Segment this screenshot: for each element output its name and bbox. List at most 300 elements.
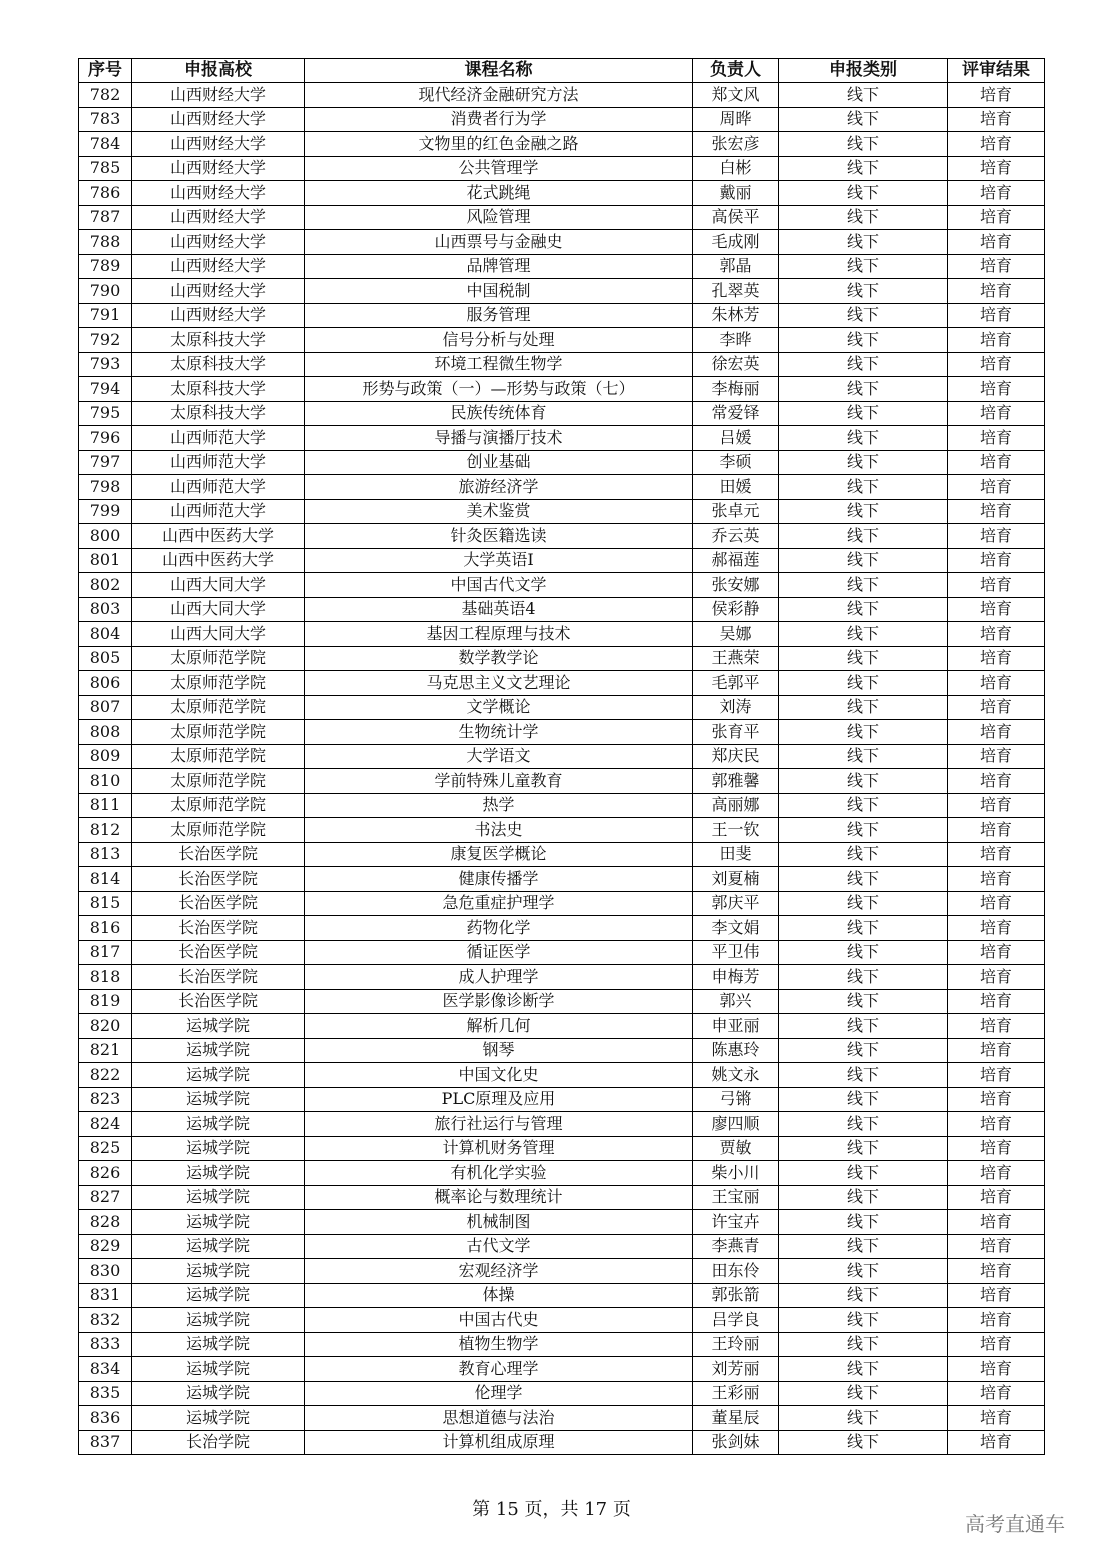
cell-result: 培育 (948, 1430, 1045, 1455)
cell-course-name: 思想道德与法治 (305, 1406, 693, 1431)
cell-course-name: 山西票号与金融史 (305, 230, 693, 255)
table-row (79, 744, 1045, 769)
cell-result: 培育 (948, 1038, 1045, 1063)
cell-category: 线下 (779, 205, 948, 230)
table-row (79, 450, 1045, 475)
cell-index: 816 (79, 916, 132, 941)
cell-result: 培育 (948, 426, 1045, 451)
cell-index: 829 (79, 1234, 132, 1259)
cell-category: 线下 (779, 328, 948, 353)
cell-university: 长治医学院 (132, 867, 305, 892)
cell-result: 培育 (948, 1283, 1045, 1308)
cell-university: 运城学院 (132, 1136, 305, 1161)
cell-index: 782 (79, 83, 132, 108)
cell-university: 长治医学院 (132, 842, 305, 867)
cell-result: 培育 (948, 1259, 1045, 1284)
cell-lead: 吴娜 (693, 622, 779, 647)
cell-lead: 贾敏 (693, 1136, 779, 1161)
cell-course-name: 消费者行为学 (305, 107, 693, 132)
cell-result: 培育 (948, 1308, 1045, 1333)
cell-lead: 王一钦 (693, 818, 779, 843)
cell-result: 培育 (948, 646, 1045, 671)
table-row (79, 1185, 1045, 1210)
cell-result: 培育 (948, 1357, 1045, 1382)
header-index: 序号 (79, 59, 132, 83)
cell-result: 培育 (948, 107, 1045, 132)
cell-lead: 吕学良 (693, 1308, 779, 1333)
cell-lead: 王宝丽 (693, 1185, 779, 1210)
cell-index: 789 (79, 254, 132, 279)
cell-university: 太原科技大学 (132, 377, 305, 402)
cell-result: 培育 (948, 524, 1045, 549)
cell-category: 线下 (779, 965, 948, 990)
table-row (79, 254, 1045, 279)
cell-category: 线下 (779, 352, 948, 377)
cell-course-name: 健康传播学 (305, 867, 693, 892)
cell-course-name: 旅行社运行与管理 (305, 1112, 693, 1137)
cell-lead: 郝福莲 (693, 548, 779, 573)
cell-university: 运城学院 (132, 1063, 305, 1088)
cell-lead: 柴小川 (693, 1161, 779, 1186)
cell-lead: 董星辰 (693, 1406, 779, 1431)
cell-result: 培育 (948, 1234, 1045, 1259)
cell-index: 813 (79, 842, 132, 867)
cell-result: 培育 (948, 279, 1045, 304)
table-row (79, 671, 1045, 696)
table-row (79, 279, 1045, 304)
cell-index: 832 (79, 1308, 132, 1333)
table-row (79, 573, 1045, 598)
cell-category: 线下 (779, 1136, 948, 1161)
cell-result: 培育 (948, 597, 1045, 622)
cell-category: 线下 (779, 793, 948, 818)
cell-university: 运城学院 (132, 1357, 305, 1382)
cell-index: 823 (79, 1087, 132, 1112)
table-row (79, 475, 1045, 500)
cell-lead: 许宝卉 (693, 1210, 779, 1235)
cell-category: 线下 (779, 156, 948, 181)
cell-course-name: 急危重症护理学 (305, 891, 693, 916)
cell-result: 培育 (948, 1210, 1045, 1235)
cell-category: 线下 (779, 1161, 948, 1186)
table-row (79, 524, 1045, 549)
cell-lead: 刘夏楠 (693, 867, 779, 892)
cell-course-name: 文学概论 (305, 695, 693, 720)
cell-result: 培育 (948, 303, 1045, 328)
cell-university: 山西中医药大学 (132, 548, 305, 573)
cell-index: 824 (79, 1112, 132, 1137)
table-row (79, 1087, 1045, 1112)
cell-lead: 张卓元 (693, 499, 779, 524)
cell-university: 长治医学院 (132, 891, 305, 916)
table-row (79, 842, 1045, 867)
cell-university: 太原师范学院 (132, 744, 305, 769)
cell-result: 培育 (948, 205, 1045, 230)
cell-result: 培育 (948, 1087, 1045, 1112)
cell-result: 培育 (948, 1136, 1045, 1161)
cell-index: 837 (79, 1430, 132, 1455)
cell-course-name: 公共管理学 (305, 156, 693, 181)
cell-lead: 张育平 (693, 720, 779, 745)
cell-university: 山西中医药大学 (132, 524, 305, 549)
table-row (79, 1430, 1045, 1455)
cell-index: 804 (79, 622, 132, 647)
cell-result: 培育 (948, 573, 1045, 598)
cell-category: 线下 (779, 1430, 948, 1455)
cell-result: 培育 (948, 1406, 1045, 1431)
cell-lead: 高侯平 (693, 205, 779, 230)
cell-university: 山西大同大学 (132, 573, 305, 598)
cell-category: 线下 (779, 230, 948, 255)
cell-course-name: 文物里的红色金融之路 (305, 132, 693, 157)
cell-category: 线下 (779, 1332, 948, 1357)
cell-category: 线下 (779, 1234, 948, 1259)
cell-result: 培育 (948, 916, 1045, 941)
cell-course-name: 品牌管理 (305, 254, 693, 279)
cell-category: 线下 (779, 720, 948, 745)
table-row (79, 793, 1045, 818)
cell-course-name: 康复医学概论 (305, 842, 693, 867)
cell-lead: 孔翠英 (693, 279, 779, 304)
cell-university: 长治医学院 (132, 940, 305, 965)
cell-lead: 毛成刚 (693, 230, 779, 255)
cell-category: 线下 (779, 1406, 948, 1431)
cell-category: 线下 (779, 1112, 948, 1137)
cell-index: 833 (79, 1332, 132, 1357)
cell-course-name: 计算机财务管理 (305, 1136, 693, 1161)
table-row (79, 156, 1045, 181)
cell-index: 836 (79, 1406, 132, 1431)
cell-index: 792 (79, 328, 132, 353)
cell-category: 线下 (779, 671, 948, 696)
cell-index: 790 (79, 279, 132, 304)
cell-result: 培育 (948, 1063, 1045, 1088)
cell-result: 培育 (948, 744, 1045, 769)
cell-university: 太原科技大学 (132, 401, 305, 426)
cell-category: 线下 (779, 1063, 948, 1088)
cell-university: 长治医学院 (132, 989, 305, 1014)
cell-result: 培育 (948, 377, 1045, 402)
cell-course-name: 成人护理学 (305, 965, 693, 990)
cell-course-name: 形势与政策（一）—形势与政策（七） (305, 377, 693, 402)
cell-index: 802 (79, 573, 132, 598)
cell-result: 培育 (948, 867, 1045, 892)
cell-university: 太原科技大学 (132, 328, 305, 353)
cell-university: 运城学院 (132, 1210, 305, 1235)
cell-lead: 李晔 (693, 328, 779, 353)
table-row (79, 818, 1045, 843)
cell-university: 运城学院 (132, 1259, 305, 1284)
cell-category: 线下 (779, 769, 948, 794)
cell-index: 821 (79, 1038, 132, 1063)
cell-course-name: 计算机组成原理 (305, 1430, 693, 1455)
cell-university: 太原师范学院 (132, 769, 305, 794)
cell-index: 799 (79, 499, 132, 524)
table-body (79, 83, 1045, 1455)
cell-lead: 郭庆平 (693, 891, 779, 916)
cell-course-name: 基因工程原理与技术 (305, 622, 693, 647)
cell-category: 线下 (779, 1357, 948, 1382)
cell-course-name: 有机化学实验 (305, 1161, 693, 1186)
cell-university: 运城学院 (132, 1283, 305, 1308)
cell-index: 827 (79, 1185, 132, 1210)
cell-category: 线下 (779, 499, 948, 524)
cell-result: 培育 (948, 695, 1045, 720)
cell-course-name: 医学影像诊断学 (305, 989, 693, 1014)
cell-index: 828 (79, 1210, 132, 1235)
cell-university: 山西财经大学 (132, 303, 305, 328)
header-lead: 负责人 (693, 59, 779, 83)
cell-course-name: 针灸医籍选读 (305, 524, 693, 549)
cell-university: 运城学院 (132, 1308, 305, 1333)
cell-category: 线下 (779, 548, 948, 573)
cell-course-name: 马克思主义文艺理论 (305, 671, 693, 696)
table-row (79, 230, 1045, 255)
cell-course-name: 中国古代文学 (305, 573, 693, 598)
cell-result: 培育 (948, 989, 1045, 1014)
cell-lead: 王玲丽 (693, 1332, 779, 1357)
cell-index: 800 (79, 524, 132, 549)
table-row (79, 352, 1045, 377)
cell-lead: 田东伶 (693, 1259, 779, 1284)
cell-course-name: 导播与演播厅技术 (305, 426, 693, 451)
cell-university: 运城学院 (132, 1161, 305, 1186)
cell-lead: 姚文永 (693, 1063, 779, 1088)
cell-lead: 田媛 (693, 475, 779, 500)
cell-category: 线下 (779, 181, 948, 206)
cell-index: 822 (79, 1063, 132, 1088)
cell-category: 线下 (779, 377, 948, 402)
cell-category: 线下 (779, 1308, 948, 1333)
course-table (78, 58, 1045, 1455)
table-row (79, 597, 1045, 622)
cell-course-name: 概率论与数理统计 (305, 1185, 693, 1210)
cell-index: 788 (79, 230, 132, 255)
cell-result: 培育 (948, 230, 1045, 255)
cell-result: 培育 (948, 842, 1045, 867)
cell-course-name: 信号分析与处理 (305, 328, 693, 353)
cell-lead: 李文娟 (693, 916, 779, 941)
table-row (79, 1381, 1045, 1406)
cell-university: 太原师范学院 (132, 671, 305, 696)
cell-result: 培育 (948, 671, 1045, 696)
cell-course-name: 服务管理 (305, 303, 693, 328)
cell-category: 线下 (779, 1210, 948, 1235)
cell-course-name: 生物统计学 (305, 720, 693, 745)
cell-course-name: 药物化学 (305, 916, 693, 941)
table-row (79, 1136, 1045, 1161)
table-row (79, 940, 1045, 965)
cell-category: 线下 (779, 867, 948, 892)
cell-index: 786 (79, 181, 132, 206)
cell-result: 培育 (948, 1381, 1045, 1406)
cell-lead: 郭张箭 (693, 1283, 779, 1308)
table-row (79, 205, 1045, 230)
table-row (79, 695, 1045, 720)
cell-course-name: 中国税制 (305, 279, 693, 304)
cell-result: 培育 (948, 450, 1045, 475)
cell-result: 培育 (948, 83, 1045, 108)
cell-index: 810 (79, 769, 132, 794)
cell-lead: 李梅丽 (693, 377, 779, 402)
cell-lead: 毛郭平 (693, 671, 779, 696)
cell-index: 819 (79, 989, 132, 1014)
cell-university: 山西财经大学 (132, 132, 305, 157)
cell-university: 运城学院 (132, 1381, 305, 1406)
cell-university: 太原科技大学 (132, 352, 305, 377)
cell-result: 培育 (948, 1161, 1045, 1186)
cell-course-name: 机械制图 (305, 1210, 693, 1235)
cell-category: 线下 (779, 450, 948, 475)
cell-course-name: 旅游经济学 (305, 475, 693, 500)
header-university: 申报高校 (132, 59, 305, 83)
cell-result: 培育 (948, 254, 1045, 279)
cell-index: 825 (79, 1136, 132, 1161)
cell-course-name: 解析几何 (305, 1014, 693, 1039)
cell-index: 809 (79, 744, 132, 769)
cell-lead: 王彩丽 (693, 1381, 779, 1406)
cell-university: 山西财经大学 (132, 205, 305, 230)
cell-lead: 戴丽 (693, 181, 779, 206)
cell-lead: 张剑妹 (693, 1430, 779, 1455)
cell-course-name: 书法史 (305, 818, 693, 843)
cell-course-name: 风险管理 (305, 205, 693, 230)
cell-lead: 乔云英 (693, 524, 779, 549)
watermark: 高考直通车 (965, 1512, 1065, 1536)
cell-result: 培育 (948, 940, 1045, 965)
cell-index: 803 (79, 597, 132, 622)
cell-index: 835 (79, 1381, 132, 1406)
cell-category: 线下 (779, 622, 948, 647)
cell-category: 线下 (779, 1038, 948, 1063)
cell-category: 线下 (779, 940, 948, 965)
cell-result: 培育 (948, 1014, 1045, 1039)
table-row (79, 769, 1045, 794)
cell-course-name: 环境工程微生物学 (305, 352, 693, 377)
cell-course-name: 体操 (305, 1283, 693, 1308)
cell-result: 培育 (948, 622, 1045, 647)
cell-course-name: 植物生物学 (305, 1332, 693, 1357)
cell-index: 791 (79, 303, 132, 328)
cell-result: 培育 (948, 328, 1045, 353)
table-row (79, 377, 1045, 402)
table-row (79, 1112, 1045, 1137)
table-row (79, 499, 1045, 524)
cell-course-name: 民族传统体育 (305, 401, 693, 426)
cell-index: 812 (79, 818, 132, 843)
cell-university: 长治医学院 (132, 916, 305, 941)
cell-lead: 吕媛 (693, 426, 779, 451)
cell-university: 山西师范大学 (132, 475, 305, 500)
cell-category: 线下 (779, 1087, 948, 1112)
cell-university: 长治医学院 (132, 965, 305, 990)
cell-category: 线下 (779, 475, 948, 500)
cell-university: 山西大同大学 (132, 597, 305, 622)
cell-result: 培育 (948, 132, 1045, 157)
cell-category: 线下 (779, 842, 948, 867)
cell-university: 太原师范学院 (132, 720, 305, 745)
cell-course-name: 伦理学 (305, 1381, 693, 1406)
cell-course-name: 数学教学论 (305, 646, 693, 671)
cell-university: 太原师范学院 (132, 646, 305, 671)
cell-university: 山西师范大学 (132, 426, 305, 451)
cell-course-name: 现代经济金融研究方法 (305, 83, 693, 108)
cell-result: 培育 (948, 818, 1045, 843)
cell-university: 运城学院 (132, 1332, 305, 1357)
cell-course-name: 大学英语I (305, 548, 693, 573)
table-row (79, 646, 1045, 671)
cell-university: 长治学院 (132, 1430, 305, 1455)
cell-index: 807 (79, 695, 132, 720)
table-row (79, 1259, 1045, 1284)
cell-category: 线下 (779, 1283, 948, 1308)
cell-course-name: 基础英语4 (305, 597, 693, 622)
cell-category: 线下 (779, 426, 948, 451)
cell-category: 线下 (779, 646, 948, 671)
cell-lead: 郑庆民 (693, 744, 779, 769)
cell-category: 线下 (779, 303, 948, 328)
header-category: 申报类别 (779, 59, 948, 83)
cell-result: 培育 (948, 891, 1045, 916)
table-row (79, 965, 1045, 990)
cell-course-name: 大学语文 (305, 744, 693, 769)
table-row (79, 916, 1045, 941)
cell-university: 运城学院 (132, 1185, 305, 1210)
cell-lead: 朱林芳 (693, 303, 779, 328)
cell-index: 814 (79, 867, 132, 892)
header-result: 评审结果 (948, 59, 1045, 83)
table-row (79, 83, 1045, 108)
cell-category: 线下 (779, 524, 948, 549)
cell-lead: 陈惠玲 (693, 1038, 779, 1063)
cell-index: 830 (79, 1259, 132, 1284)
cell-index: 801 (79, 548, 132, 573)
cell-university: 运城学院 (132, 1038, 305, 1063)
cell-course-name: 中国古代史 (305, 1308, 693, 1333)
cell-index: 817 (79, 940, 132, 965)
cell-category: 线下 (779, 597, 948, 622)
table-row (79, 303, 1045, 328)
cell-category: 线下 (779, 83, 948, 108)
table-row (79, 1014, 1045, 1039)
cell-result: 培育 (948, 965, 1045, 990)
cell-university: 山西财经大学 (132, 279, 305, 304)
cell-category: 线下 (779, 818, 948, 843)
cell-university: 运城学院 (132, 1112, 305, 1137)
cell-course-name: 宏观经济学 (305, 1259, 693, 1284)
cell-lead: 廖四顺 (693, 1112, 779, 1137)
cell-university: 山西财经大学 (132, 254, 305, 279)
cell-course-name: PLC原理及应用 (305, 1087, 693, 1112)
table-row (79, 622, 1045, 647)
cell-university: 山西师范大学 (132, 450, 305, 475)
cell-index: 805 (79, 646, 132, 671)
cell-lead: 李硕 (693, 450, 779, 475)
cell-index: 785 (79, 156, 132, 181)
cell-lead: 郭兴 (693, 989, 779, 1014)
cell-index: 818 (79, 965, 132, 990)
cell-university: 太原师范学院 (132, 695, 305, 720)
cell-category: 线下 (779, 744, 948, 769)
cell-university: 运城学院 (132, 1014, 305, 1039)
cell-index: 796 (79, 426, 132, 451)
cell-university: 山西财经大学 (132, 230, 305, 255)
cell-university: 山西师范大学 (132, 499, 305, 524)
cell-lead: 郭晶 (693, 254, 779, 279)
cell-index: 787 (79, 205, 132, 230)
cell-index: 784 (79, 132, 132, 157)
cell-result: 培育 (948, 401, 1045, 426)
